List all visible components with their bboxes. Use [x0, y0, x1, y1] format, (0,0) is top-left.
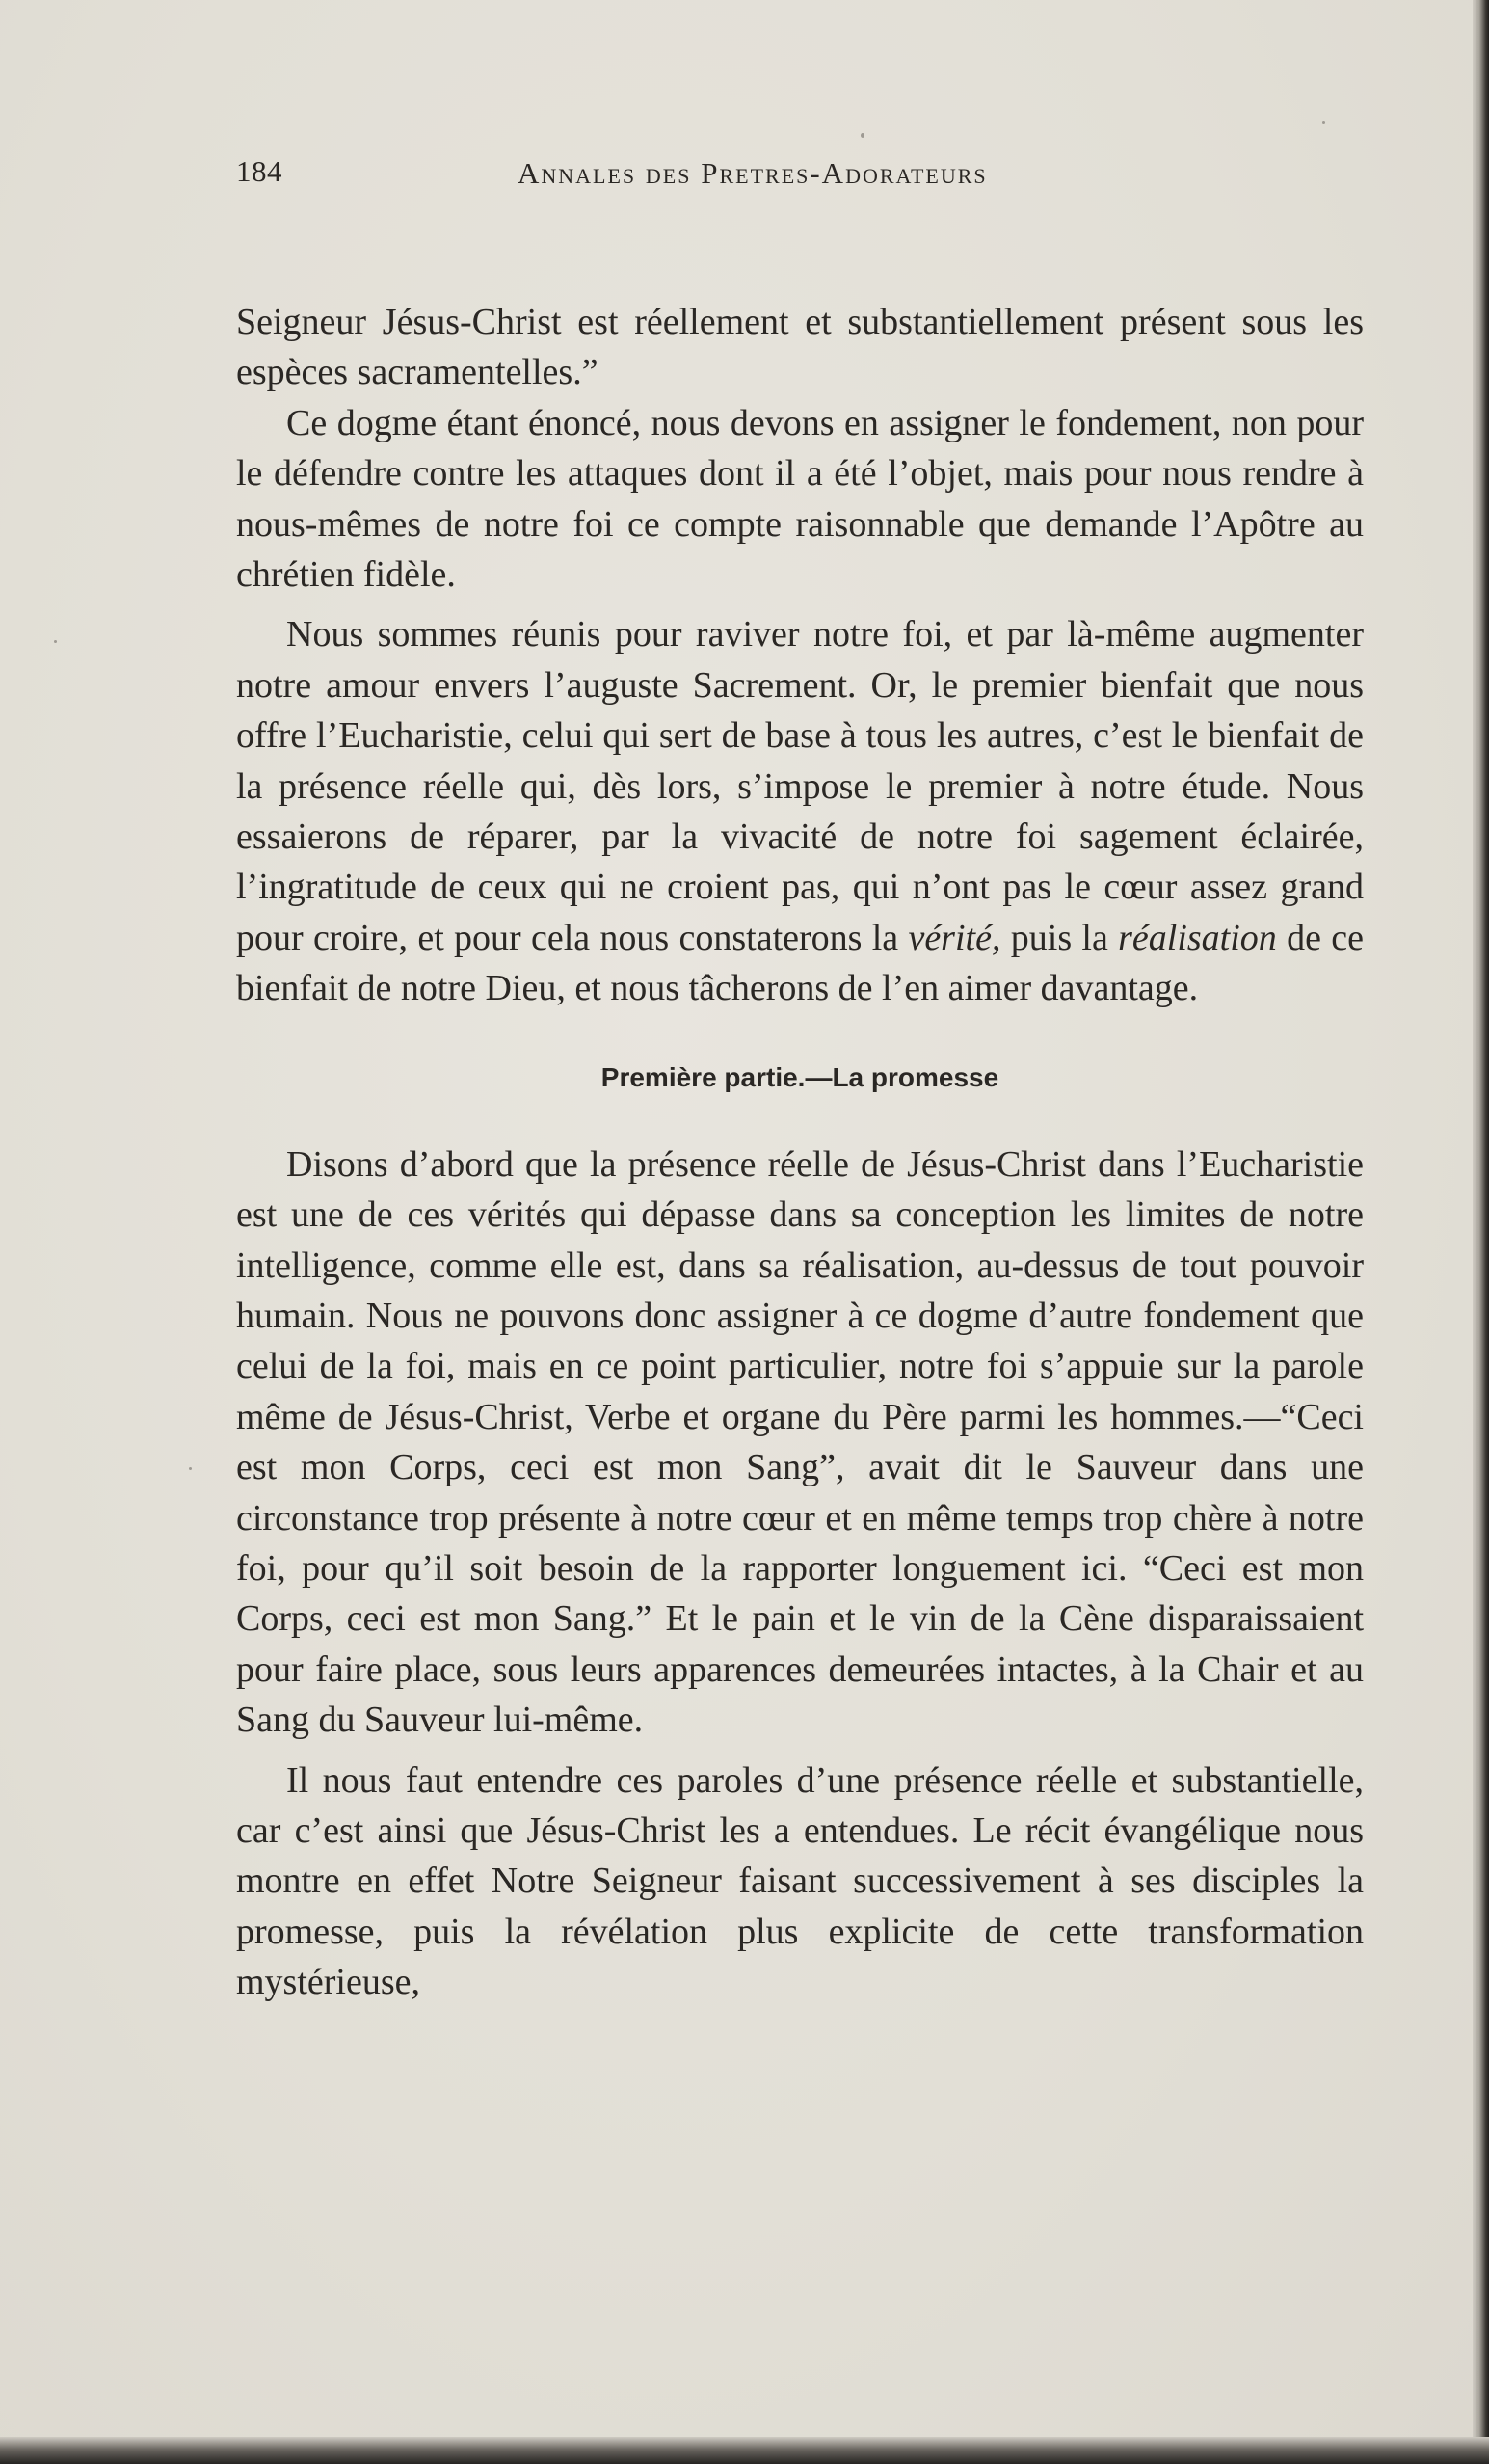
paragraph-3 — [236, 609, 1364, 1013]
paragraph-3-text-a: Nous sommes réunis pour raviver notre foi, et par là-même augmenter notre amour envers l’auguste Sacrement. Or, le premier bienfait que nous offre l’Eucharistie, celui qui sert de base à tous les autres, c’est le bienfait de la présence réelle qui, dès lors, s’impose le premier à notre étude. Nous essaierons de réparer, par la vivacité de notre foi sagement éclairée, l’ingratitude de ceux qui ne croient pas, qui n’ont pas le cœur assez grand pour croire, et pour cela nous constaterons la — [236, 614, 1364, 958]
emphasis-verite: vérité, — [908, 917, 1001, 958]
page-edge-bottom — [0, 2437, 1489, 2464]
running-title: Annales des Pretres-Adorateurs — [518, 156, 988, 190]
section-title: La promesse — [832, 1061, 999, 1092]
paper-speck — [861, 133, 864, 138]
paper-speck — [54, 640, 57, 643]
paragraph-3-text-c: de ce bienfait de notre Dieu, et nous tâcherons de l’en aimer davantage. — [236, 917, 1364, 1009]
paragraph-2: Ce dogme étant énoncé, nous devons en assigner le fondement, non pour le défendre contre les attaques dont il a été l’objet, mais pour nous rendre à nous-mêmes de notre foi ce compte raisonnable que demande l’Apôtre au chrétien fidèle. — [236, 402, 1364, 596]
paragraph-5: Il nous faut entendre ces paroles d’une présence réelle et substantielle, car c’est ainsi que Jésus-Christ les a entendues. Le récit évangélique nous montre en effet Notre Seigneur faisant successivement à ses disciples la promesse, puis la révélation plus explicite de cette transformation mystérieuse, — [236, 1759, 1364, 2003]
page-edge-right — [1473, 0, 1489, 2464]
paper-speck — [189, 1467, 192, 1470]
paragraph-1: Seigneur Jésus-Christ est réellement et substantiellement présent sous les espèces sacramentelles.” — [236, 302, 1364, 393]
paragraph-4: Disons d’abord que la présence réelle de Jésus-Christ dans l’Eucharistie est une de ces vérités qui dépasse dans sa conception les limites de notre intelligence, comme elle est, dans sa réalisation, au-dessus de tout pouvoir humain. Nous ne pouvons donc assigner à ce dogme d’autre fondement que celui de la foi, mais en ce point particulier, notre foi s’appuie sur la parole même de Jésus-Christ, Verbe et organe du Père parmi les hommes.—“Ceci est mon Corps, ceci est mon Sang”, avait dit le Sauveur dans une circonstance trop présente à notre cœur et en même temps trop chère à notre foi, pour qu’il soit besoin de la rapporter longuement ici. “Ceci est mon Corps, ceci est mon Sang.” Et le pain et le vin de la Cène disparaissaient pour faire place, sous leurs apparences demeurées intactes, à la Chair et au Sang du Sauveur lui-même. — [236, 1143, 1364, 1741]
section-dash: — — [805, 1061, 833, 1092]
section-label: Première partie. — [600, 1061, 806, 1092]
paragraph-3-text-b: puis la — [1000, 917, 1119, 958]
section-heading — [236, 1058, 1364, 1097]
page-number: 184 — [236, 154, 282, 188]
running-head — [236, 154, 1364, 202]
paper-speck — [1322, 121, 1325, 124]
emphasis-realisation: réalisation — [1118, 917, 1277, 958]
body-text — [236, 297, 1364, 2008]
